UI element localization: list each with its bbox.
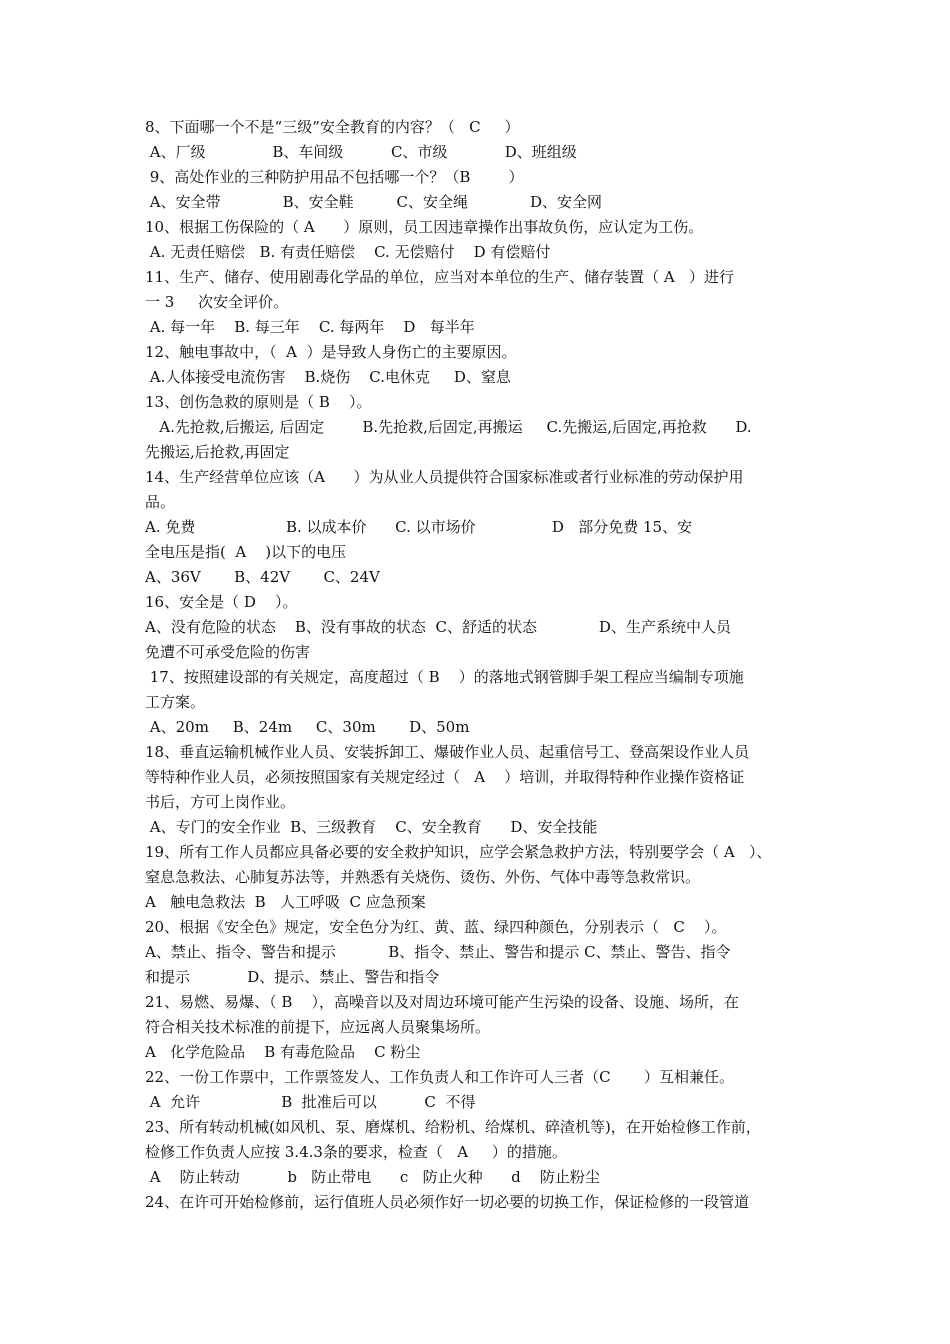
question-20-options-cont: 和提示 D、提示、禁止、警告和指令: [145, 968, 440, 986]
question-18-cont-2: 书后，方可上岗作业。: [145, 793, 296, 811]
question-22-options: A 允许 B 批准后可以 C 不得: [145, 1093, 476, 1111]
question-13: 13、创伤急救的原则是（ B ）。: [145, 393, 372, 411]
question-12-options: A.人体接受电流伤害 B.烧伤 C.电休克 D、窒息: [145, 368, 511, 386]
question-12: 12、触电事故中，（ A ）是导致人身伤亡的主要原因。: [145, 343, 517, 361]
question-18-options: A、专门的安全作业 B、三级教育 C、安全教育 D、安全技能: [145, 818, 598, 836]
question-16-options: A、没有危险的状态 B、没有事故的状态 C、舒适的状态 D、生产系统中人员: [145, 618, 731, 636]
question-23: 23、所有转动机械(如风机、泵、磨煤机、给粉机、给煤机、碎渣机等)，在开始检修工作前，: [145, 1118, 761, 1136]
question-11-cont: 一 3 次安全评价。: [145, 293, 289, 311]
question-14: 14、生产经营单位应该（A ）为从业人员提供符合国家标准或者行业标准的劳动保护用: [145, 468, 744, 486]
question-13-options-cont: 先搬运,后抢救,再固定: [145, 443, 290, 461]
question-24: 24、在许可开始检修前，运行值班人员必须作好一切必要的切换工作，保证检修的一段管道: [145, 1193, 750, 1211]
question-9-options: A、安全带 B、安全鞋 C、安全绳 D、安全网: [145, 193, 603, 211]
question-10-options: A. 无责任赔偿 B. 有责任赔偿 C. 无偿赔付 D 有偿赔付: [145, 243, 551, 261]
question-11-options: A. 每一年 B. 每三年 C. 每两年 D 每半年: [145, 318, 475, 336]
question-20-options: A、禁止、指令、警告和提示 B、指令、禁止、警告和提示 C、禁止、警告、指令: [145, 943, 731, 961]
question-8-options: A、厂级 B、车间级 C、市级 D、班组级: [145, 143, 577, 161]
question-15: 全电压是指( A )以下的电压: [145, 543, 347, 561]
question-21-options: A 化学危险品 B 有毒危险品 C 粉尘: [145, 1043, 421, 1061]
question-16: 16、安全是（ D ）。: [145, 593, 298, 611]
question-10: 10、根据工伤保险的（ A ）原则，员工因违章操作出事故负伤，应认定为工伤。: [145, 218, 704, 236]
question-17-options: A、20m B、24m C、30m D、50m: [145, 718, 470, 736]
question-18-cont: 等特种作业人员，必须按照国家有关规定经过（ A ）培训，并取得特种作业操作资格证: [145, 768, 745, 786]
question-17: 17、按照建设部的有关规定，高度超过（ B ）的落地式钢管脚手架工程应当编制专项施: [145, 668, 744, 686]
question-21: 21、易燃、易爆、（ B ），高噪音以及对周边环境可能产生污染的设备、设施、场所，在: [145, 993, 739, 1011]
question-13-options: A.先抢救,后搬运, 后固定 B.先抢救,后固定,再搬运 C.先搬运,后固定,再抢救 D.: [145, 418, 752, 436]
question-19-cont: 窒息急救法、心肺复苏法等，并熟悉有关烧伤、烫伤、外伤、气体中毒等急救常识。: [145, 868, 701, 886]
question-14-options: A. 免费 B. 以成本价 C. 以市场价 D 部分免费 15、安: [145, 518, 693, 536]
question-19-options: A 触电急救法 B 人工呼吸 C 应急预案: [145, 893, 426, 911]
question-23-options: A 防止转动 b 防止带电 c 防止火种 d 防止粉尘: [145, 1168, 600, 1186]
question-17-cont: 工方案。: [145, 693, 206, 711]
question-23-cont: 检修工作负责人应按 3.4.3条的要求，检查（ A ）的措施。: [145, 1143, 567, 1161]
question-21-cont: 符合相关技术标准的前提下，应远离人员聚集场所。: [145, 1018, 491, 1036]
question-16-options-cont: 免遭不可承受危险的伤害: [145, 643, 311, 661]
question-15-options: A、36V B、42V C、24V: [145, 568, 380, 586]
question-22: 22、一份工作票中，工作票签发人、工作负责人和工作许可人三者（C ）互相兼任。: [145, 1068, 734, 1086]
question-14-cont: 品。: [145, 493, 176, 511]
question-11: 11、生产、储存、使用剧毒化学品的单位，应当对本单位的生产、储存装置（ A ）进行: [145, 268, 734, 286]
question-19: 19、所有工作人员都应具备必要的安全救护知识，应学会紧急救护方法，特别要学会（ A ）、: [145, 843, 772, 861]
question-9: 9、高处作业的三种防护用品不包括哪一个？（B ）: [145, 168, 524, 186]
question-18: 18、垂直运输机械作业人员、安装拆卸工、爆破作业人员、起重信号工、登高架设作业人员: [145, 743, 750, 761]
question-8: 8、下面哪一个不是“三级”安全教育的内容？（ C ）: [145, 118, 520, 136]
question-20: 20、根据《安全色》规定，安全色分为红、黄、蓝、绿四种颜色，分别表示（ C ）。: [145, 918, 727, 936]
